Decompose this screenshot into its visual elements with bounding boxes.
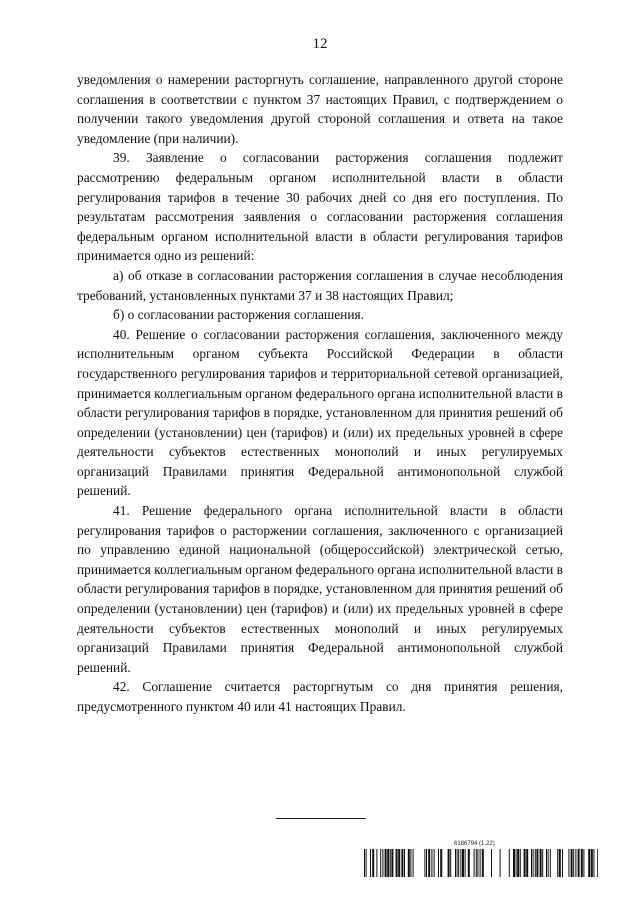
paragraph-39-b: б) о согласовании расторжения соглашения. [113,307,364,323]
barcode-image [364,849,598,877]
document-code: 6186794 (1.22) [454,841,495,847]
footer-divider [276,818,366,819]
paragraph-39: 39. Заявление о согласовании расторжения соглашения подлежит рассмотрению федеральным органом исполнительной власти в области регулирования тарифов в течение 30 рабочих дней со дня его поступления. По результатам рассмотрения заявления о согласовании расторжения соглашения федеральным органом исполнительной власти в области регулирования тарифов принимается одно из решений: [77,150,563,264]
page-number: 12 [312,36,328,52]
document-body [77,70,563,717]
paragraph-41: 41. Решение федерального органа исполнительной власти в области регулирования тарифов о расторжении соглашения, заключенного с организацией по управлению единой национальной (общероссийской) электрической сетью, принимается коллегиальным органом федерального органа исполнительной власти в области регулирования тарифов в порядке, установленном для принятия решений об определении (установлении) цен (тарифов) и (или) их предельных уровней в сфере деятельности субъектов естественных монополий и иных регулируемых организаций Правилами принятия Федеральной антимонопольной службой решений. [77,503,563,675]
paragraph-39-a: а) об отказе в согласовании расторжения соглашения в случае несоблюдения требований, установленных пунктами 37 и 38 настоящих Правил; [77,267,563,303]
paragraph-42: 42. Соглашение считается расторгнутым со дня принятия решения, предусмотренного пунктом 40 или 41 настоящих Правил. [77,679,563,714]
paragraph-40: 40. Решение о согласовании расторжения соглашения, заключенного между исполнительным органом субъекта Российской Федерации в области государственного регулирования тарифов и территориальной сетевой организацией, принимается коллегиальным органом федерального органа исполнительной власти в области регулирования тарифов в порядке, установленном для принятия решений об определении (установлении) цен (тарифов) и (или) их предельных уровней в сфере деятельности субъектов естественных монополий и иных регулируемых организаций Правилами принятия Федеральной антимонопольной службой решений. [77,326,563,499]
paragraph-continuation: уведомления о намерении расторгнуть соглашение, направленного другой стороне соглашения в соответствии с пунктом 37 настоящих Правил, с подтверждением о получении такого уведомления другой стороной соглашения и ответа на такое уведомление (при наличии). [77,72,563,146]
